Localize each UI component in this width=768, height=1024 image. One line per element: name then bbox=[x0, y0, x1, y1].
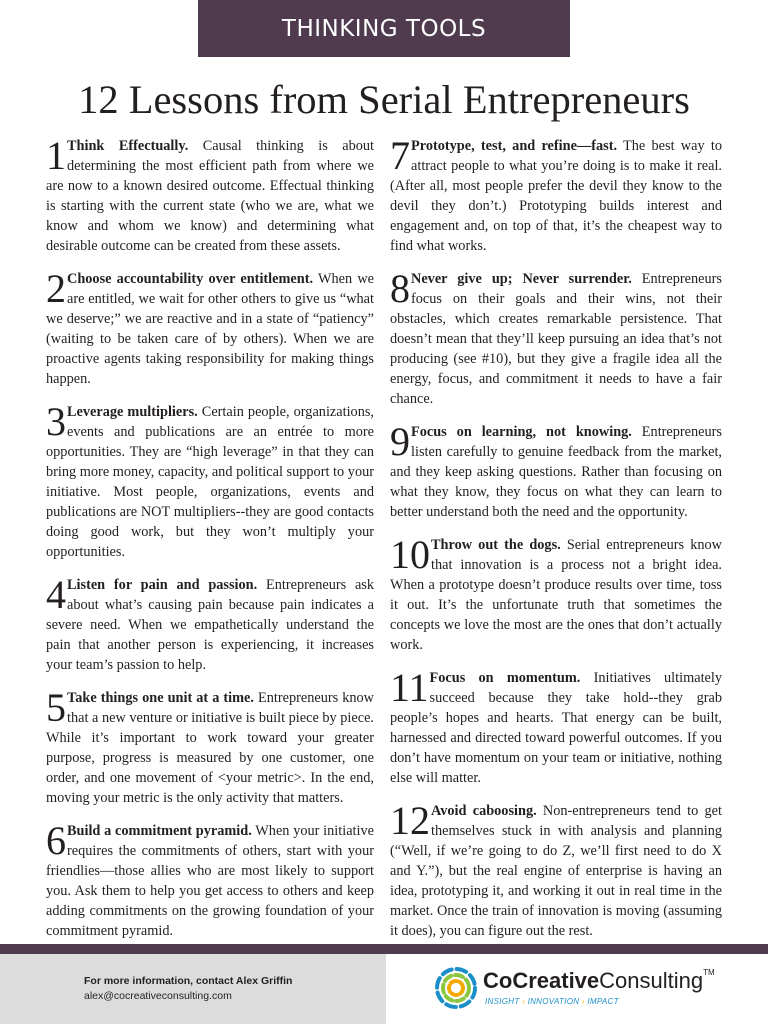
logo-tagline bbox=[485, 997, 619, 1006]
lesson-number: 2 bbox=[46, 266, 66, 311]
lesson-heading: Focus on momentum. bbox=[429, 670, 581, 686]
lesson-heading: Leverage multipliers. bbox=[67, 404, 198, 420]
lesson-number: 5 bbox=[46, 685, 66, 730]
contact-email[interactable]: alex@cocreativeconsulting.com bbox=[84, 990, 232, 1002]
lesson-heading: Listen for pain and passion. bbox=[67, 577, 258, 593]
tagline-innovation: INNOVATION bbox=[527, 997, 580, 1006]
lesson-number: 7 bbox=[390, 133, 410, 178]
lesson-item bbox=[390, 419, 722, 522]
lesson-body: Entrepreneurs focus on their goals and their wins, not their obstacles, which creates remarkable persistence. That doesn’t mean that they’ll keep pursuing an idea that’s not producing (see #10), but they give a fragile idea all the energy, focus, and commitment it needs to have a fair chance. bbox=[390, 271, 722, 407]
lesson-body: Certain people, organizations, events and publications are an entrée to more opportunities. They are “high leverage” in that they can bring more money, capacity, and political support to your initiative. Most people, organizations, events and publications are NOT multipliers--they are good contacts doing good work, but they won’t multiply your opportunities. bbox=[46, 404, 374, 560]
lesson-body: Entrepreneurs know that a new venture or initiative is built piece by piece. While it’s important to work toward your greater purpose, progress is measured by one customer, one order, and one movement of <your metric>. In the end, moving your metric is the only activity that matters. bbox=[46, 690, 374, 806]
lesson-body: Causal thinking is about determining the most efficient path from where we are now to a known desired outcome. Effectual thinking is starting with the current state (who we are, what we know and whom we know) and determining what desirable outcome can be created from these assets. bbox=[46, 138, 374, 254]
lesson-body: Initiatives ultimately succeed because they take hold--they grab people’s hopes and hearts. That energy can be built, harnessed and directed toward powerful outcomes. If you don’t have momentum on your team or initiative, nothing else will matter. bbox=[390, 670, 723, 786]
lesson-heading: Throw out the dogs. bbox=[431, 537, 561, 553]
lesson-heading: Focus on learning, not knowing. bbox=[411, 424, 632, 440]
circular-swirl-logo-icon bbox=[433, 965, 479, 1011]
lesson-number: 3 bbox=[46, 399, 66, 444]
lesson-heading: Choose accountability over entitlement. bbox=[67, 271, 314, 287]
lesson-number: 6 bbox=[46, 818, 66, 863]
lesson-item bbox=[390, 532, 722, 655]
lessons-column-left bbox=[46, 133, 375, 954]
contact-block bbox=[84, 974, 292, 1004]
lesson-body: Serial entrepreneurs know that innovation is a process not a bright idea. When a prototype doesn’t produce results over time, toss it out. It’s the unfortunate truth that sometimes the concepts we love the most are the ones that don’t actually work. bbox=[390, 537, 722, 653]
lesson-heading: Prototype, test, and refine—fast. bbox=[411, 138, 618, 154]
lesson-body: Non-entrepreneurs tend to get themselves stuck in with analysis and planning (“Well, if we’re going to do Z, we’ll first need to do X and Y.”), but the real engine of enterprise is having an idea, prototyping it, and working it out in real time in the market. Once the train of innovation is moving (assuming it does), you can figure out the rest. bbox=[390, 803, 722, 939]
lesson-number: 12 bbox=[390, 798, 430, 843]
trademark-mark: TM bbox=[703, 968, 715, 977]
logo-wordmark bbox=[483, 968, 715, 994]
lesson-heading: Take things one unit at a time. bbox=[67, 690, 254, 706]
lesson-heading: Never give up; Never surrender. bbox=[411, 271, 632, 287]
lesson-number: 8 bbox=[390, 266, 410, 311]
lesson-item bbox=[390, 665, 723, 788]
lesson-number: 11 bbox=[390, 665, 429, 710]
header-banner bbox=[198, 0, 570, 57]
company-logo bbox=[433, 963, 743, 1013]
lesson-body: Entrepreneurs listen carefully to genuine feedback from the market, and they keep asking questions. Rather than focusing on what they know, they focus on what they can learn to better understand both the need and the opportunity. bbox=[390, 424, 722, 520]
lesson-body: Entrepreneurs ask about what’s causing pain because pain indicates a severe need. When we empathetically understand the pain that another person is experiencing, it increases your team’s passion to help. bbox=[46, 577, 375, 673]
footer-contact-panel bbox=[0, 954, 386, 1024]
lesson-body: When your initiative requires the commitments of others, start with your friendlies—those allies who are most likely to support you. Ask them to help you get access to others and keep adding commitments on the growing foundation of your commitment pyramid. bbox=[46, 823, 374, 939]
lesson-item bbox=[390, 798, 722, 941]
lesson-number: 10 bbox=[390, 532, 430, 577]
tagline-insight: INSIGHT bbox=[485, 997, 520, 1006]
lesson-item bbox=[390, 266, 722, 409]
footer-divider-band bbox=[0, 944, 768, 954]
lesson-item bbox=[46, 266, 374, 389]
banner-text: THINKING TOOLS bbox=[281, 15, 487, 42]
lesson-item bbox=[46, 685, 374, 808]
logo-name-regular: Consulting bbox=[599, 968, 704, 993]
tagline-impact: IMPACT bbox=[587, 997, 619, 1006]
lesson-number: 1 bbox=[46, 133, 66, 178]
lesson-item bbox=[46, 572, 375, 675]
chevron-right-icon: › bbox=[522, 997, 526, 1006]
logo-name-bold: CoCreative bbox=[483, 968, 600, 993]
lesson-body: When we are entitled, we wait for other others to give us “what we deserve;” we are reactive and in a state of “patiency” (waiting to be taken care of by others). When we are proactive agents taking responsibility for making things happen. bbox=[46, 271, 374, 387]
contact-line: For more information, contact Alex Griffin bbox=[84, 975, 293, 987]
lesson-heading: Avoid caboosing. bbox=[431, 803, 537, 819]
lessons-column-right bbox=[390, 133, 723, 954]
lesson-item bbox=[46, 399, 374, 562]
lesson-item bbox=[46, 818, 374, 941]
lesson-item bbox=[390, 133, 722, 256]
lesson-heading: Think Effectually. bbox=[67, 138, 189, 154]
lesson-body: The best way to attract people to what you’re doing is to make it real. (After all, most people prefer the devil they know to the devil they don’t.) Prototyping builds interest and engagement and, on top of that, it’s the cheapest way to find what works. bbox=[390, 138, 722, 254]
lesson-number: 9 bbox=[390, 419, 410, 464]
lesson-number: 4 bbox=[46, 572, 66, 617]
lesson-item bbox=[46, 133, 374, 256]
lesson-heading: Build a commitment pyramid. bbox=[67, 823, 252, 839]
page-title: 12 Lessons from Serial Entrepreneurs bbox=[78, 77, 690, 122]
chevron-right-icon: › bbox=[581, 997, 585, 1006]
